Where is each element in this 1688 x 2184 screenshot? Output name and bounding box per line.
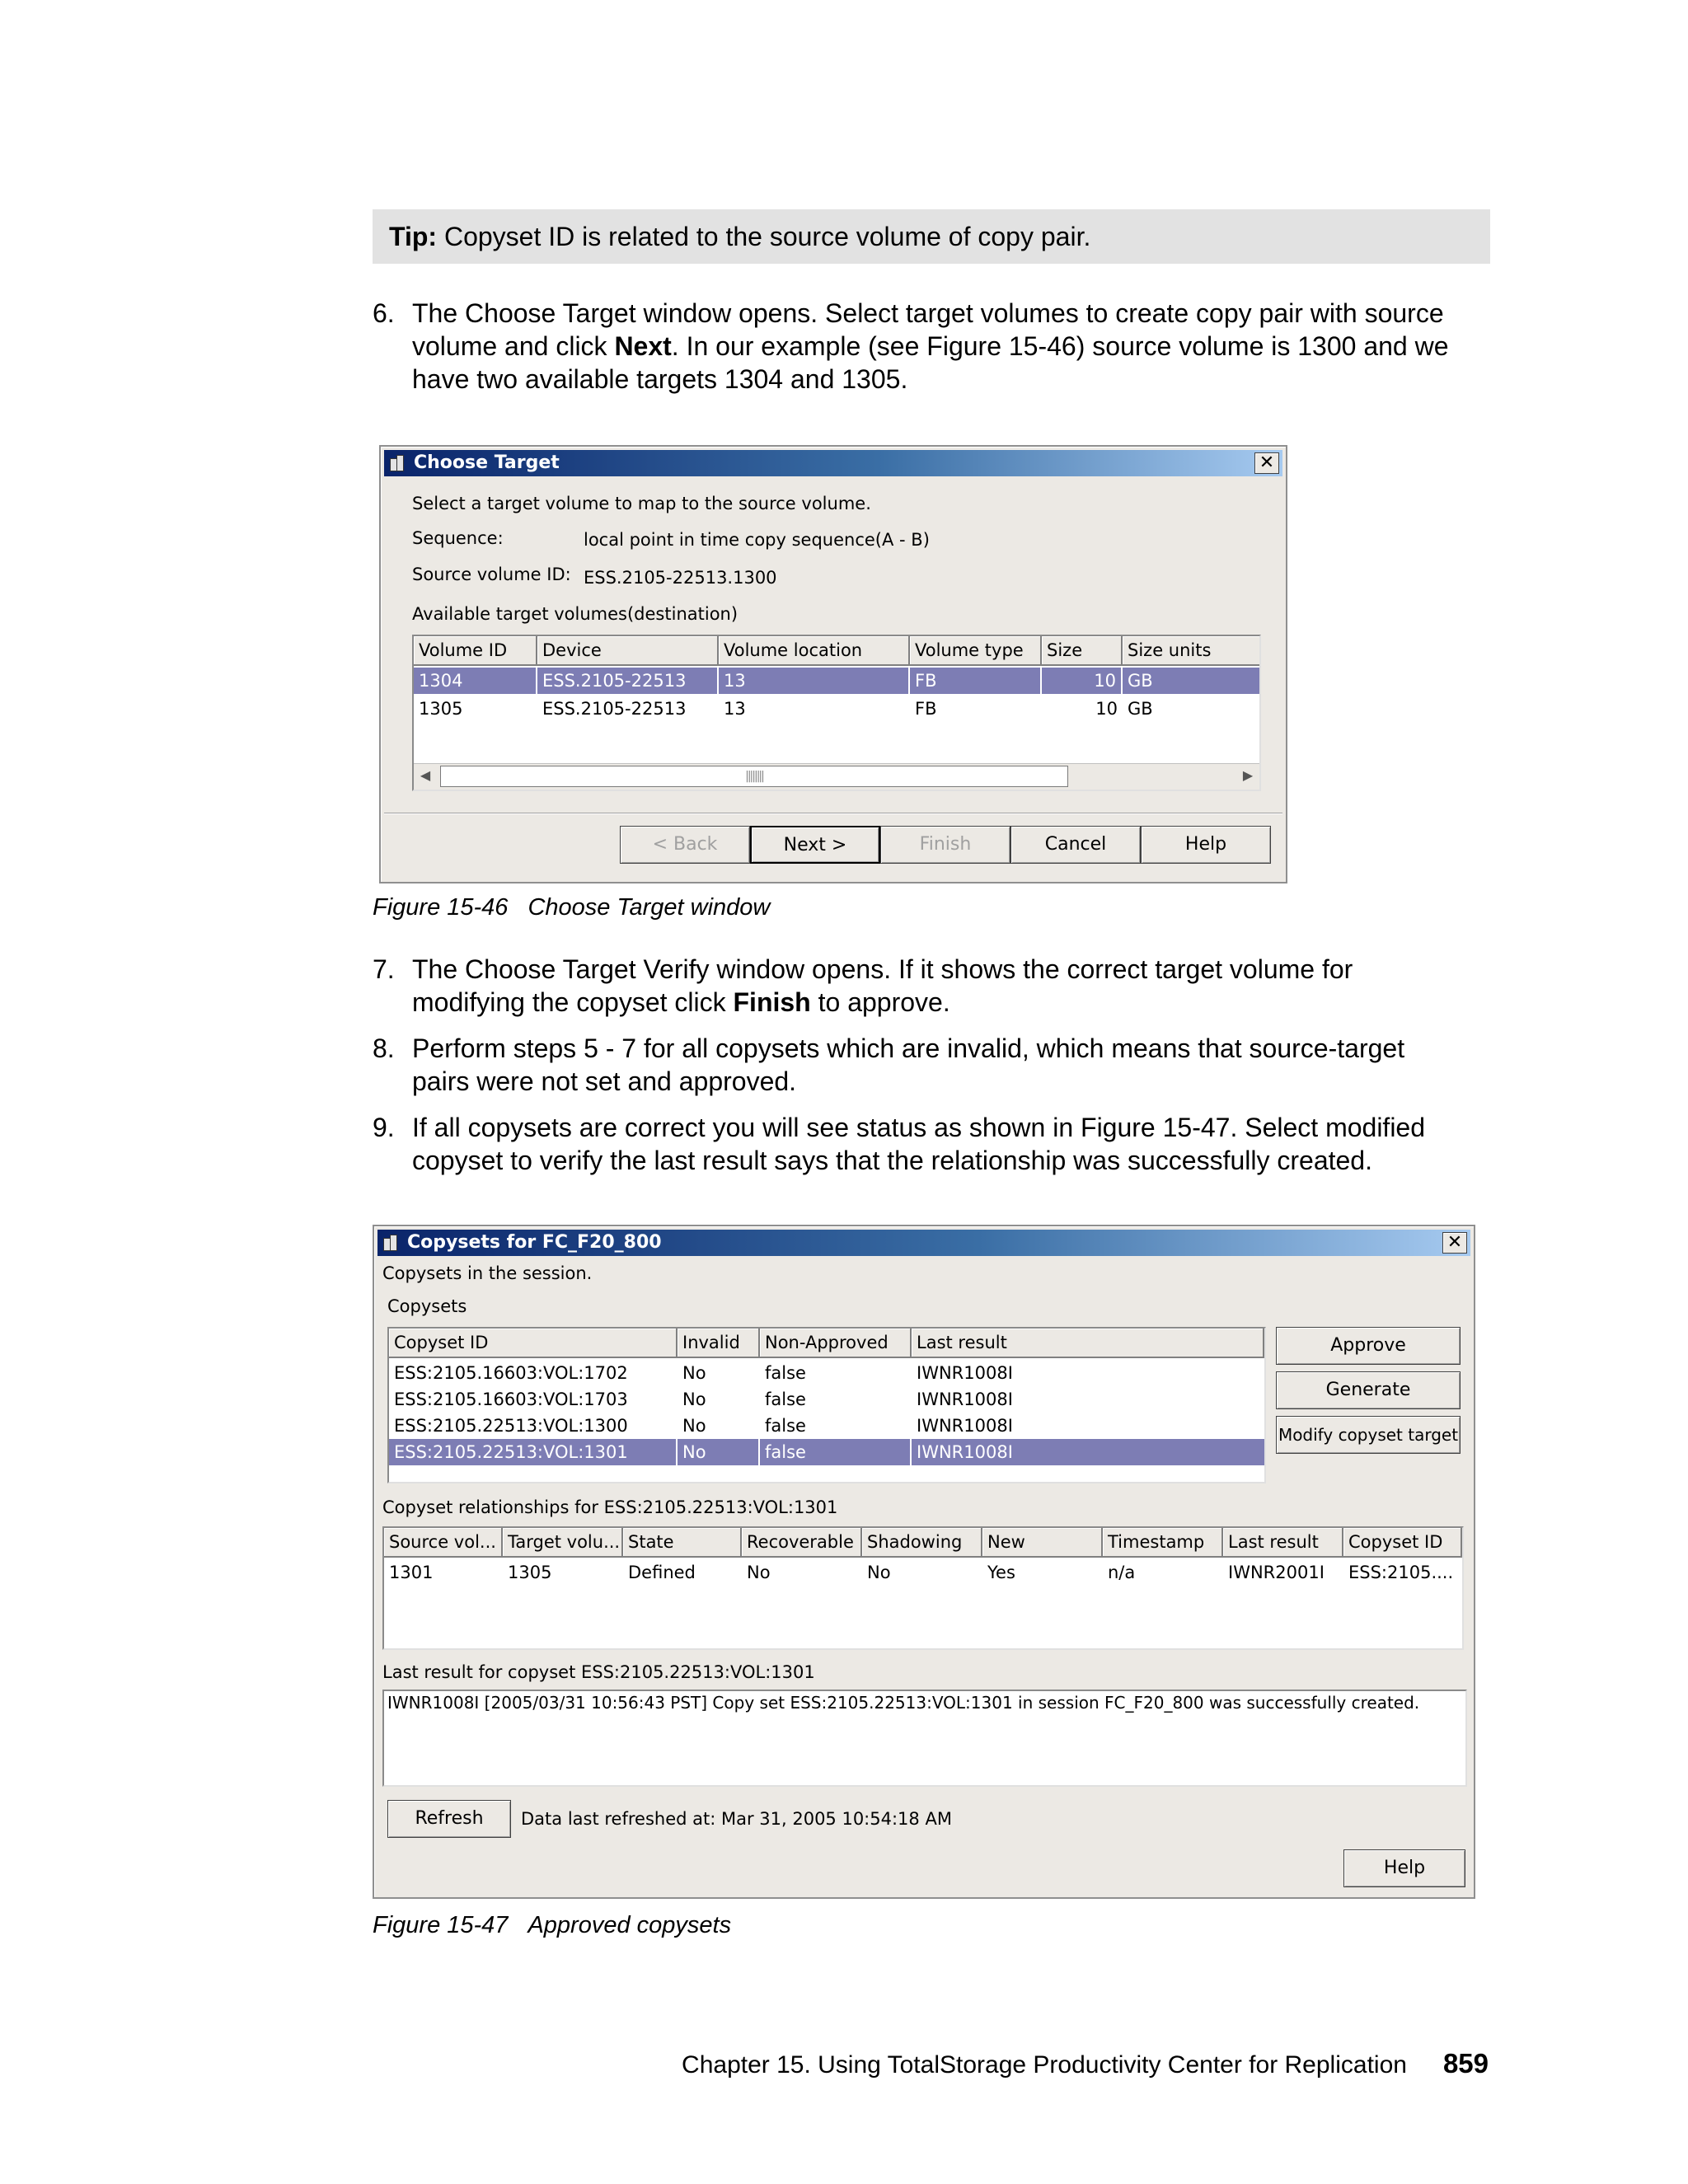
- help-button[interactable]: Help: [1141, 826, 1271, 864]
- table-cell: No: [867, 1563, 891, 1582]
- sequence-value: local point in time copy sequence(A - B): [584, 530, 930, 550]
- step-text: modifying the copyset click: [412, 987, 734, 1017]
- choose-target-dialog: [379, 445, 1287, 883]
- caption-number: Figure 15-46: [373, 894, 509, 921]
- table-row[interactable]: [389, 1386, 1264, 1413]
- column-header[interactable]: Non-Approved: [760, 1329, 912, 1358]
- target-volumes-table: [412, 635, 1261, 791]
- column-header[interactable]: Copyset ID: [389, 1329, 678, 1358]
- table-cell: IWNR1008I: [917, 1416, 1013, 1436]
- caption-text: Choose Target window: [528, 894, 771, 921]
- table-row[interactable]: [389, 1360, 1264, 1386]
- column-header[interactable]: Recoverable: [742, 1528, 862, 1558]
- step-text: . In our example (see Figure 15-46) source volume is 1300 and we: [671, 331, 1449, 361]
- page-number: 859: [1442, 2048, 1489, 2079]
- generate-button[interactable]: Generate: [1276, 1371, 1461, 1409]
- finish-button[interactable]: Finish: [880, 826, 1010, 864]
- source-volume-value: ESS.2105-22513.1300: [584, 568, 777, 588]
- scroll-thumb[interactable]: ||||||||: [440, 766, 1068, 787]
- column-header[interactable]: Volume type: [910, 636, 1042, 666]
- table-cell: false: [765, 1416, 806, 1436]
- step-emphasis: Finish: [733, 987, 811, 1017]
- table-cell: GB: [1128, 699, 1153, 719]
- dialog-title: Choose Target: [414, 452, 560, 473]
- column-header[interactable]: Size units: [1123, 636, 1259, 666]
- caption-number: Figure 15-47: [373, 1912, 509, 1938]
- table-cell: Yes: [987, 1563, 1015, 1582]
- column-header[interactable]: Size: [1042, 636, 1123, 666]
- chapter-title: Chapter 15. Using TotalStorage Productivity Center for Replication: [682, 2051, 1407, 2079]
- table-cell: ESS:2105.16603:VOL:1703: [394, 1390, 628, 1409]
- step-6: [373, 297, 1493, 396]
- copysets-dialog: [373, 1225, 1475, 1899]
- table-cell: 1304: [414, 668, 537, 694]
- tip-label: Tip:: [389, 222, 438, 251]
- cancel-button[interactable]: Cancel: [1010, 826, 1141, 864]
- relationships-table: [382, 1526, 1464, 1650]
- copysets-table: [387, 1327, 1266, 1483]
- relationships-label: Copyset relationships for ESS:2105.22513:VOL:1301: [382, 1497, 838, 1517]
- table-cell: IWNR1008I: [917, 1363, 1013, 1383]
- table-row[interactable]: [389, 1413, 1264, 1439]
- table-cell: ESS:2105....: [1348, 1563, 1454, 1582]
- column-header[interactable]: Last result: [1223, 1528, 1343, 1558]
- step-text: volume and click: [412, 331, 615, 361]
- table-cell: false: [765, 1390, 806, 1409]
- caption-text: Approved copysets: [528, 1912, 732, 1938]
- step-number: 6.: [373, 298, 395, 328]
- step-text: to approve.: [810, 987, 950, 1017]
- refresh-button[interactable]: Refresh: [387, 1800, 511, 1838]
- table-row[interactable]: [414, 696, 1259, 722]
- copysets-titlebar[interactable]: [377, 1230, 1470, 1256]
- instruction-text: Select a target volume to map to the source volume.: [412, 494, 871, 513]
- table-cell: ESS:2105.22513:VOL:1300: [394, 1416, 628, 1436]
- table-row[interactable]: [414, 668, 1259, 694]
- table-cell: ESS:2105.22513:VOL:1301: [389, 1439, 678, 1465]
- step-text: have two available targets 1304 and 1305.: [412, 364, 908, 394]
- step-text: The Choose Target window opens. Select target volumes to create copy pair with source: [412, 298, 1444, 328]
- last-result-label: Last result for copyset ESS:2105.22513:VOL:1301: [382, 1662, 815, 1682]
- column-header[interactable]: Device: [537, 636, 719, 666]
- column-header[interactable]: Target volu...: [503, 1528, 623, 1558]
- column-header[interactable]: Copyset ID: [1343, 1528, 1462, 1558]
- page-footer: [682, 2047, 1489, 2082]
- help-button[interactable]: Help: [1343, 1849, 1465, 1887]
- sequence-label: Sequence:: [412, 528, 504, 548]
- step-text: copyset to verify the last result says that the relationship was successfully created.: [412, 1146, 1372, 1175]
- column-header[interactable]: Source vol...: [384, 1528, 503, 1558]
- step-emphasis: Next: [614, 331, 672, 361]
- figure-caption: [373, 893, 770, 922]
- refreshed-timestamp: Data last refreshed at: Mar 31, 2005 10:54:18 AM: [521, 1809, 952, 1829]
- table-cell: 1305: [419, 699, 463, 719]
- figure-caption: [373, 1910, 731, 1940]
- next-button[interactable]: Next >: [750, 826, 880, 864]
- table-cell: 10: [1095, 699, 1118, 719]
- step-text: pairs were not set and approved.: [412, 1066, 797, 1096]
- scroll-right-icon[interactable]: ▶: [1242, 767, 1254, 783]
- available-targets-label: Available target volumes(destination): [412, 604, 738, 624]
- column-header[interactable]: State: [623, 1528, 742, 1558]
- choose-target-titlebar[interactable]: [384, 450, 1282, 476]
- column-header[interactable]: Volume location: [719, 636, 910, 666]
- step-text: If all copysets are correct you will see status as shown in Figure 15-47. Select modified: [412, 1113, 1426, 1142]
- table-cell: 13: [719, 668, 910, 694]
- table-cell: Defined: [628, 1563, 696, 1582]
- modify-copyset-target-button[interactable]: Modify copyset target: [1276, 1416, 1461, 1454]
- last-result-text: IWNR1008I [2005/03/31 10:56:43 PST] Copy set ESS:2105.22513:VOL:1301 in session FC_F20_800 was successfully created.: [382, 1690, 1467, 1787]
- table-cell: No: [682, 1390, 706, 1409]
- step-8: [373, 1032, 1493, 1098]
- table-cell: GB: [1128, 671, 1153, 691]
- column-header[interactable]: Last result: [912, 1329, 1264, 1358]
- step-text: Perform steps 5 - 7 for all copysets which are invalid, which means that source-target: [412, 1033, 1405, 1063]
- column-header[interactable]: Invalid: [678, 1329, 760, 1358]
- table-cell: n/a: [1108, 1563, 1136, 1582]
- source-volume-label: Source volume ID:: [412, 565, 571, 584]
- table-cell: No: [747, 1563, 771, 1582]
- column-header[interactable]: Shadowing: [862, 1528, 982, 1558]
- approve-button[interactable]: Approve: [1276, 1327, 1461, 1365]
- column-header[interactable]: Timestamp: [1103, 1528, 1223, 1558]
- divider: [384, 813, 1282, 814]
- table-cell: IWNR1008I: [917, 1442, 1013, 1462]
- scroll-left-icon[interactable]: ◀: [420, 767, 431, 783]
- app-icon: [382, 1233, 402, 1253]
- table-cell: FB: [915, 699, 937, 719]
- table-cell: ESS.2105-22513: [542, 699, 687, 719]
- step-number: 7.: [373, 954, 395, 984]
- column-header[interactable]: Volume ID: [414, 636, 537, 666]
- table-row[interactable]: [389, 1439, 1264, 1465]
- table-cell: No: [678, 1439, 760, 1465]
- close-icon[interactable]: ✕: [1442, 1232, 1467, 1254]
- horizontal-scrollbar[interactable]: [414, 763, 1259, 790]
- dialog-title: Copysets for FC_F20_800: [407, 1232, 662, 1253]
- step-number: 9.: [373, 1113, 395, 1142]
- table-cell: 13: [724, 699, 746, 719]
- table-cell: ESS:2105.16603:VOL:1702: [394, 1363, 628, 1383]
- table-cell: IWNR2001I: [1228, 1563, 1325, 1582]
- column-header[interactable]: New: [982, 1528, 1103, 1558]
- step-text: The Choose Target Verify window opens. If it shows the correct target volume for: [412, 954, 1353, 984]
- table-row[interactable]: [384, 1559, 1462, 1586]
- session-label: Copysets in the session.: [382, 1263, 593, 1283]
- back-button[interactable]: < Back: [620, 826, 750, 864]
- app-icon: [389, 453, 409, 473]
- table-cell: IWNR1008I: [917, 1390, 1013, 1409]
- table-cell: No: [682, 1416, 706, 1436]
- table-cell: ESS.2105-22513: [537, 668, 719, 694]
- table-cell: FB: [910, 668, 1042, 694]
- close-icon[interactable]: ✕: [1254, 452, 1279, 474]
- tip-box: [373, 209, 1490, 264]
- table-cell: 1301: [389, 1563, 434, 1582]
- table-cell: false: [765, 1363, 806, 1383]
- step-number: 8.: [373, 1033, 395, 1063]
- step-7: [373, 953, 1493, 1019]
- tip-text: Copyset ID is related to the source volume of copy pair.: [437, 222, 1091, 251]
- table-cell: 10: [1042, 668, 1123, 694]
- step-9: [373, 1111, 1493, 1177]
- table-cell: No: [682, 1363, 706, 1383]
- table-cell: 1305: [508, 1563, 552, 1582]
- copysets-label: Copysets: [387, 1296, 467, 1316]
- table-cell: false: [760, 1439, 912, 1465]
